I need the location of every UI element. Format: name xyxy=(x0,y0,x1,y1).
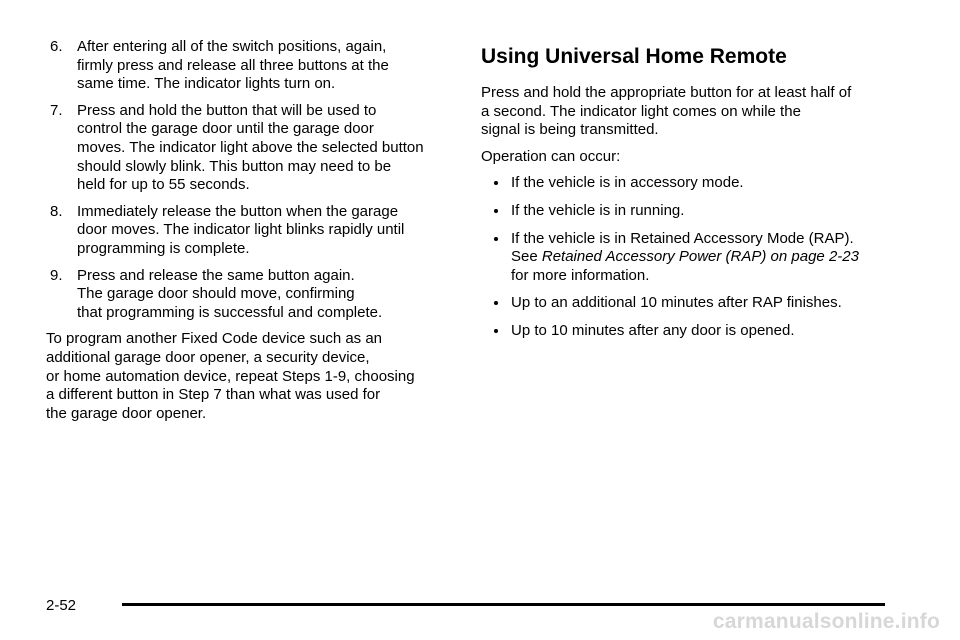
section-heading: Using Universal Home Remote xyxy=(481,45,787,68)
cross-reference-link[interactable]: Retained Accessory Power (RAP) on page 2-23 xyxy=(541,248,859,266)
step-line: After entering all of the switch positions, again, xyxy=(77,38,387,55)
paragraph-line: To program another Fixed Code device such as an xyxy=(46,330,383,348)
step-line: programming is complete. xyxy=(77,239,250,257)
step-line: should slowly blink. This button may need to be xyxy=(77,157,392,175)
bullet-item xyxy=(481,174,901,193)
paragraph-line: a second. The indicator light comes on while the xyxy=(481,102,801,120)
bullet-text: If the vehicle is in accessory mode. xyxy=(511,174,744,192)
step-7 xyxy=(50,102,451,195)
programming-steps xyxy=(46,38,451,322)
step-line: firmly press and release all three buttons at the xyxy=(77,56,389,74)
step-line: door moves. The indicator light blinks rapidly until xyxy=(77,221,405,239)
step-line: moves. The indicator light above the selected button xyxy=(77,138,424,156)
bullet-icon xyxy=(494,329,498,333)
bullet-icon xyxy=(494,209,498,213)
paragraph-line: or home automation device, repeat Steps 1-9, choosing xyxy=(46,367,415,385)
watermark: carmanualsonline.info xyxy=(712,610,940,633)
paragraph-line: additional garage door opener, a security device, xyxy=(46,348,370,366)
bullet-icon xyxy=(494,181,498,185)
see-prefix: See xyxy=(511,248,542,266)
step-6 xyxy=(50,38,451,94)
bullet-text: Up to an additional 10 minutes after RAP finishes. xyxy=(511,294,842,312)
bullet-icon xyxy=(494,237,498,241)
page-number: 2-52 xyxy=(46,597,77,614)
step-line: Press and release the same button again. xyxy=(77,266,355,284)
see-suffix: for more information. xyxy=(511,266,650,284)
bullet-text: If the vehicle is in running. xyxy=(511,201,685,219)
step-number: 9. xyxy=(50,266,63,284)
step-line: that programming is successful and complete. xyxy=(77,303,383,321)
footer-rule xyxy=(122,603,885,606)
bullet-item xyxy=(481,322,901,341)
step-8 xyxy=(50,203,451,259)
bullet-icon xyxy=(494,301,498,305)
bullet-text: Up to 10 minutes after any door is opened. xyxy=(511,321,795,339)
bullet-text: If the vehicle is in Retained Accessory Mode (RAP). xyxy=(511,229,854,247)
bullet-item xyxy=(481,230,901,286)
step-number: 7. xyxy=(50,101,63,119)
left-column xyxy=(46,38,451,431)
operation-conditions xyxy=(481,174,901,340)
paragraph-line: Press and hold the appropriate button for at least half of xyxy=(481,84,852,101)
step-line: held for up to 55 seconds. xyxy=(77,176,250,194)
step-line: Immediately release the button when the garage xyxy=(77,202,399,220)
intro-paragraph xyxy=(481,84,901,140)
bullet-item xyxy=(481,202,901,221)
step-line: control the garage door until the garage door xyxy=(77,120,374,138)
right-column xyxy=(481,44,901,350)
step-number: 6. xyxy=(50,38,63,55)
step-number: 8. xyxy=(50,202,63,220)
step-9 xyxy=(50,267,451,323)
paragraph-line: a different button in Step 7 than what was used for xyxy=(46,386,381,404)
bullet-item xyxy=(481,294,901,313)
step-line: same time. The indicator lights turn on. xyxy=(77,75,336,93)
operation-label: Operation can occur: xyxy=(481,147,621,165)
step-line: Press and hold the button that will be used to xyxy=(77,101,377,119)
paragraph-line: signal is being transmitted. xyxy=(481,121,659,139)
step-line: The garage door should move, confirming xyxy=(77,285,355,303)
closing-paragraph xyxy=(46,330,451,423)
paragraph-line: the garage door opener. xyxy=(46,404,207,422)
